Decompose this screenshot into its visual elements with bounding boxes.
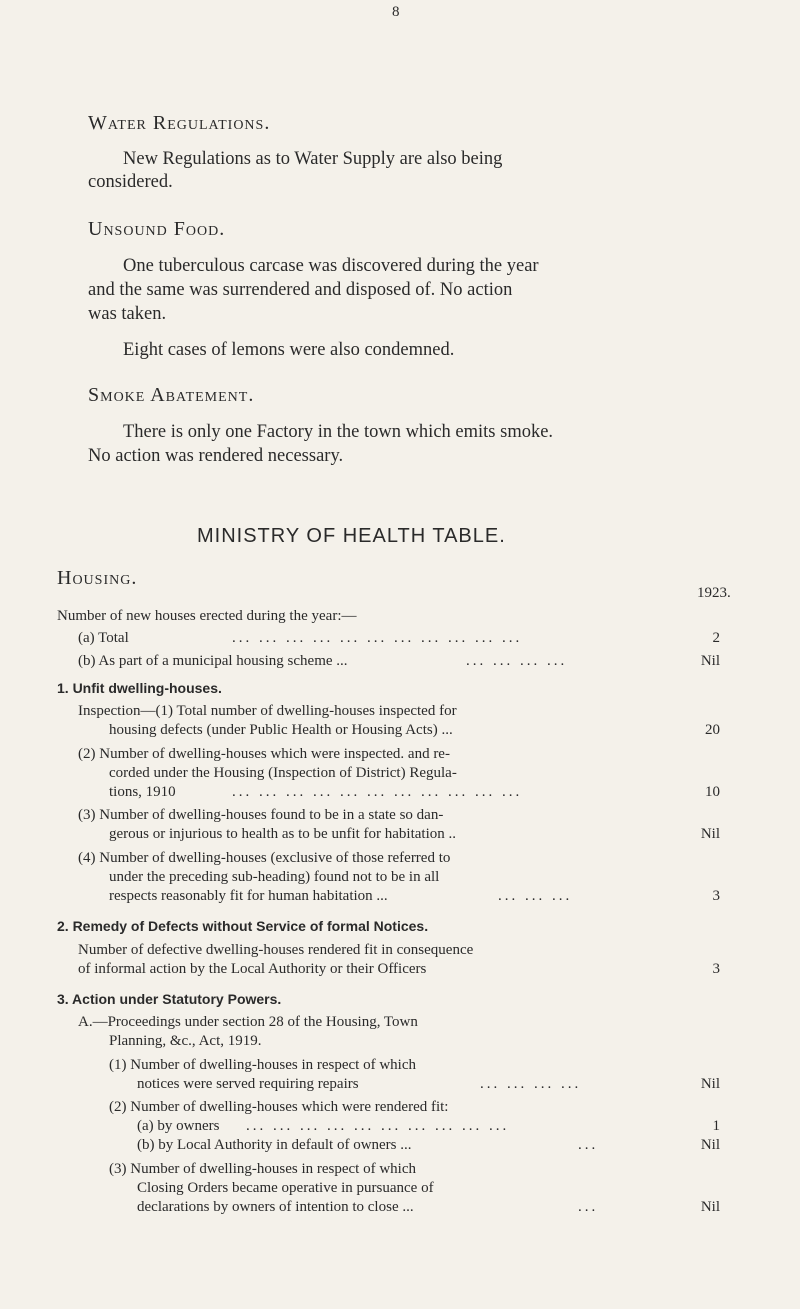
smoke-para-line-2: No action was rendered necessary. bbox=[88, 446, 344, 466]
s3-item-1-line-2: notices were served requiring repairs bbox=[137, 1076, 359, 1092]
s3-item-3-line-2: Closing Orders became operative in pursuance of bbox=[137, 1180, 434, 1196]
s2-line-2: of informal action by the Local Authority or their Officers bbox=[78, 961, 427, 977]
s3-item-2b-value: Nil bbox=[700, 1137, 720, 1153]
s3-item-3-value: Nil bbox=[700, 1199, 720, 1215]
food-para-1-line-3: was taken. bbox=[88, 304, 167, 324]
section-3-title: 3. Action under Statutory Powers. bbox=[57, 991, 282, 1007]
s1-item-2-value: 10 bbox=[705, 784, 720, 800]
s3-item-3-line-1: (3) Number of dwelling-houses in respect of which bbox=[109, 1161, 417, 1177]
new-houses-label: Number of new houses erected during the year:— bbox=[57, 608, 357, 624]
s1-item-4-line-3: respects reasonably fit for human habitation ... bbox=[109, 888, 388, 904]
leader-dots: ... ... ... ... bbox=[480, 1076, 582, 1092]
s3-a-line-2: Planning, &c., Act, 1919. bbox=[109, 1033, 262, 1049]
smoke-abatement-heading: Smoke Abatement. bbox=[88, 384, 255, 406]
leader-dots: ... bbox=[578, 1137, 599, 1153]
s1-item-1-value: 20 bbox=[705, 722, 720, 738]
s1-item-2-line-1: (2) Number of dwelling-houses which were inspected. and re- bbox=[78, 746, 450, 762]
s3-item-2-line-1: (2) Number of dwelling-houses which were rendered fit: bbox=[109, 1099, 449, 1115]
s1-item-3-line-1: (3) Number of dwelling-houses found to be in a state so dan- bbox=[78, 807, 444, 823]
row-a-value: 2 bbox=[712, 630, 720, 646]
s1-item-2-line-3: tions, 1910 bbox=[109, 784, 176, 800]
row-b-value: Nil bbox=[700, 653, 720, 669]
leader-dots: ... ... ... bbox=[498, 888, 573, 904]
s3-item-1-line-1: (1) Number of dwelling-houses in respect of which bbox=[109, 1057, 417, 1073]
leader-dots: ... bbox=[578, 1199, 599, 1215]
page-number: 8 bbox=[392, 4, 400, 20]
s1-item-1-line-1: Inspection—(1) Total number of dwelling-houses inspected for bbox=[78, 703, 457, 719]
water-para-line-1: New Regulations as to Water Supply are also being bbox=[123, 149, 503, 169]
s3-item-2a-value: 1 bbox=[712, 1118, 720, 1134]
water-para-line-2: considered. bbox=[88, 172, 173, 192]
row-a-label: (a) Total bbox=[78, 630, 129, 646]
section-1-title: 1. Unfit dwelling-houses. bbox=[57, 680, 222, 696]
s1-item-4-line-2: under the preceding sub-heading) found not to be in all bbox=[109, 869, 440, 885]
leader-dots: ... ... ... ... bbox=[466, 653, 568, 669]
s3-item-2a-label: (a) by owners bbox=[137, 1118, 220, 1134]
s2-value: 3 bbox=[712, 961, 720, 977]
s1-item-2-line-2: corded under the Housing (Inspection of District) Regula- bbox=[109, 765, 457, 781]
s3-item-2b-label: (b) by Local Authority in default of owners ... bbox=[137, 1137, 412, 1153]
s1-item-1-line-2: housing defects (under Public Health or Housing Acts) ... bbox=[109, 722, 453, 738]
section-2-title: 2. Remedy of Defects without Service of formal Notices. bbox=[57, 918, 429, 934]
water-regulations-heading: Water Regulations. bbox=[88, 112, 271, 134]
s1-item-4-value: 3 bbox=[712, 888, 720, 904]
food-para-1-line-1: One tuberculous carcase was discovered during the year bbox=[123, 256, 539, 276]
leader-dots: ... ... ... ... ... ... ... ... ... ... ... bbox=[232, 784, 523, 800]
leader-dots: ... ... ... ... ... ... ... ... ... ... ... bbox=[232, 630, 523, 646]
s2-line-1: Number of defective dwelling-houses rendered fit in consequence bbox=[78, 942, 474, 958]
s1-item-3-value: Nil bbox=[700, 826, 720, 842]
unsound-food-heading: Unsound Food. bbox=[88, 218, 226, 240]
smoke-para-line-1: There is only one Factory in the town which emits smoke. bbox=[123, 422, 554, 442]
food-para-2: Eight cases of lemons were also condemned. bbox=[123, 340, 455, 360]
year-column-heading: 1923. bbox=[697, 585, 731, 601]
s3-a-line-1: A.—Proceedings under section 28 of the Housing, Town bbox=[78, 1014, 418, 1030]
s3-item-1-value: Nil bbox=[700, 1076, 720, 1092]
row-b-label: (b) As part of a municipal housing scheme ... bbox=[78, 653, 348, 669]
s3-item-3-line-3: declarations by owners of intention to close ... bbox=[137, 1199, 414, 1215]
housing-heading: Housing. bbox=[57, 567, 138, 589]
food-para-1-line-2: and the same was surrendered and disposed of. No action bbox=[88, 280, 513, 300]
leader-dots: ... ... ... ... ... ... ... ... ... ... bbox=[246, 1118, 510, 1134]
ministry-table-title: MINISTRY OF HEALTH TABLE. bbox=[197, 525, 506, 547]
s1-item-4-line-1: (4) Number of dwelling-houses (exclusive of those referred to bbox=[78, 850, 451, 866]
s1-item-3-line-2: gerous or injurious to health as to be unfit for habitation .. bbox=[109, 826, 457, 842]
